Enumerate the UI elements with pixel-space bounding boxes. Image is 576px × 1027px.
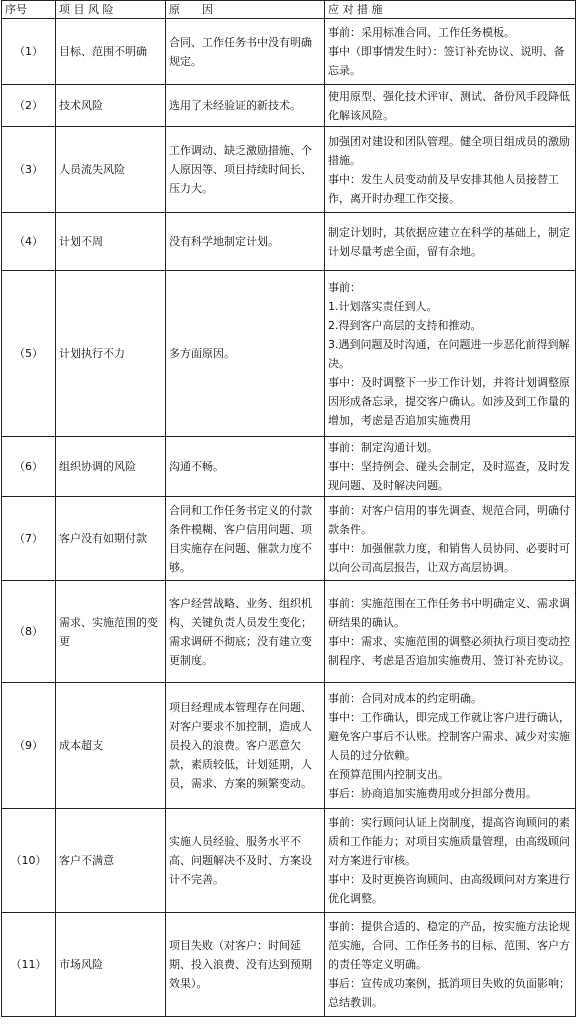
measure-line: 事中（即事情发生时）：签订补充协议、说明、备忘录。 [328, 45, 565, 77]
risk-measure [325, 271, 576, 437]
table-row [2, 437, 576, 497]
table-row [2, 683, 576, 809]
measure-line: 事前： [328, 280, 361, 294]
table-row [2, 19, 576, 85]
table-row [2, 581, 576, 683]
measure-line: 事中：需求、实施范围的调整必须执行项目变动控制程序、考虑是否追加实施费用、签订补充协议。 [328, 634, 570, 667]
table-row [2, 213, 576, 271]
measure-line: 事前：提供合适的、稳定的产品，按实施方法论规范实施，合同、工作任务书的目标、范围、客户方的责任等定义明确。 [328, 920, 570, 971]
risk-cause: 合同、工作任务书中没有明确规定。 [166, 19, 325, 85]
row-number: （6） [2, 437, 56, 497]
header-measure: 应 对 措 施 [325, 1, 576, 19]
risk-cause: 工作调动、缺乏激励措施、个人原因等、项目持续时间长、压力大。 [166, 127, 325, 213]
risk-name: 市场风险 [56, 913, 166, 1017]
measure-line: 事后：宣传成功案例，抵消项目失败的负面影响；总结教训。 [328, 977, 570, 1009]
risk-measure [325, 581, 576, 683]
measure-line: 事中：坚持例会、碰头会制定，及时巡查，及时发现问题、及时解决问题。 [328, 460, 570, 492]
risk-measure [325, 127, 576, 213]
risk-cause: 实施人员经验、服务水平不高、问题解决不及时、方案设计不完善。 [166, 809, 325, 913]
risk-cause: 项目失败（对客户：时间延期、投入浪费、没有达到预期效果）。 [166, 913, 325, 1017]
risk-cause: 合同和工作任务书定义的付款条件模糊、客户信用问题、项目实施存在问题、催款力度不够。 [166, 497, 325, 581]
measure-line: 事前：对客户信用的事先调查、规范合同，明确付款条件。 [328, 503, 570, 536]
row-number: （2） [2, 85, 56, 127]
risk-name: 客户没有如期付款 [56, 497, 166, 581]
risk-name: 计划执行不力 [56, 271, 166, 437]
measure-line: 事前：实行顾问认证上岗制度，提高咨询顾问的素质和工作能力；对项目实施质量管理，由高级顾问对方案进行审核。 [328, 816, 570, 867]
measure-line: 在预算范围内控制支出。 [328, 767, 449, 781]
risk-name: 技术风险 [56, 85, 166, 127]
table-row [2, 85, 576, 127]
row-number: （1） [2, 19, 56, 85]
measure-line: 事前：采用标准合同、工作任务模板。 [328, 26, 515, 39]
risk-measure [325, 683, 576, 809]
measure-line: 2.得到客户高层的支持和推动。 [328, 318, 482, 332]
table-row [2, 809, 576, 913]
row-number: （8） [2, 581, 56, 683]
measure-line: 事中：发生人员变动前及早安排其他人员接替工作，离开时办理工作交接。 [328, 172, 559, 205]
measure-line: 事前：实施范围在工作任务书中明确定义、需求调研结果的确认。 [328, 596, 570, 629]
table-row [2, 497, 576, 581]
row-number: （5） [2, 271, 56, 437]
risk-name: 成本超支 [56, 683, 166, 809]
measure-line: 使用原型、强化技术评审、测试、备份风手段降低化解该风险。 [328, 89, 570, 122]
risk-cause: 项目经理成本管理存在问题、对客户要求不加控制，造成人员投入的浪费。客户恶意欠款，素质较低，计划延期，人员，需求、方案的频繁变动。 [166, 683, 325, 809]
row-number: （3） [2, 127, 56, 213]
measure-line: 事前：制定沟通计划。 [328, 441, 438, 454]
risk-measure [325, 437, 576, 497]
row-number: （10） [2, 809, 56, 913]
header-row [2, 1, 576, 19]
measure-line: 事中：工作确认，即完成工作就让客户进行确认，避免客户事后不认账。控制客户需求、减少对实施人员的过分依赖。 [328, 710, 570, 762]
row-number: （11） [2, 913, 56, 1017]
header-risk: 项 目 风 险 [56, 1, 166, 19]
risk-measure [325, 19, 576, 85]
risk-table [1, 0, 576, 1017]
risk-name: 计划不周 [56, 213, 166, 271]
row-number: （9） [2, 683, 56, 809]
table-row [2, 913, 576, 1017]
measure-line: 1.计划落实责任到人。 [328, 299, 438, 313]
row-number: （4） [2, 213, 56, 271]
risk-measure [325, 497, 576, 581]
risk-measure [325, 213, 576, 271]
risk-cause: 客户经营战略、业务、组织机构、关键负责人员发生变化；需求调研不彻底；没有建立变更制度。 [166, 581, 325, 683]
measure-line: 3.遇到问题及时沟通，在问题进一步恶化前得到解决。 [328, 337, 570, 370]
measure-line: 制定计划时，其依据应建立在科学的基础上，制定计划尽量考虑全面，留有余地。 [328, 225, 570, 258]
header-no: 序号 [2, 1, 56, 19]
measure-line: 事中：及时调整下一步工作计划，并将计划调整原因形成备忘录，提交客户确认。如涉及到工作量的增加，考虑是否追加实施费用 [328, 375, 570, 427]
measure-line: 事中：及时更换咨询顾问、由高级顾问对方案进行优化调整。 [328, 873, 570, 905]
table-row [2, 271, 576, 437]
measure-line: 事中：加强催款力度，和销售人员协同、必要时可以向公司高层报告，让双方高层协调。 [328, 541, 570, 574]
risk-measure [325, 913, 576, 1017]
measure-line: 事前：合同对成本的约定明确。 [328, 691, 482, 705]
risk-cause: 多方面原因。 [166, 271, 325, 437]
risk-name: 需求、实施范围的变更 [56, 581, 166, 683]
risk-name: 客户不满意 [56, 809, 166, 913]
table-row [2, 127, 576, 213]
risk-name: 人员流失风险 [56, 127, 166, 213]
risk-measure [325, 85, 576, 127]
risk-cause: 沟通不畅。 [166, 437, 325, 497]
risk-cause: 没有科学地制定计划。 [166, 213, 325, 271]
measure-line: 加强团对建设和团队管理。健全项目组成员的激励措施。 [328, 134, 570, 167]
measure-line: 事后：协商追加实施费用或分担部分费用。 [328, 786, 537, 800]
risk-cause: 选用了未经验证的新技术。 [166, 85, 325, 127]
row-number: （7） [2, 497, 56, 581]
header-cause: 原 因 [166, 1, 325, 19]
risk-name: 目标、范围不明确 [56, 19, 166, 85]
risk-name: 组织协调的风险 [56, 437, 166, 497]
risk-measure [325, 809, 576, 913]
